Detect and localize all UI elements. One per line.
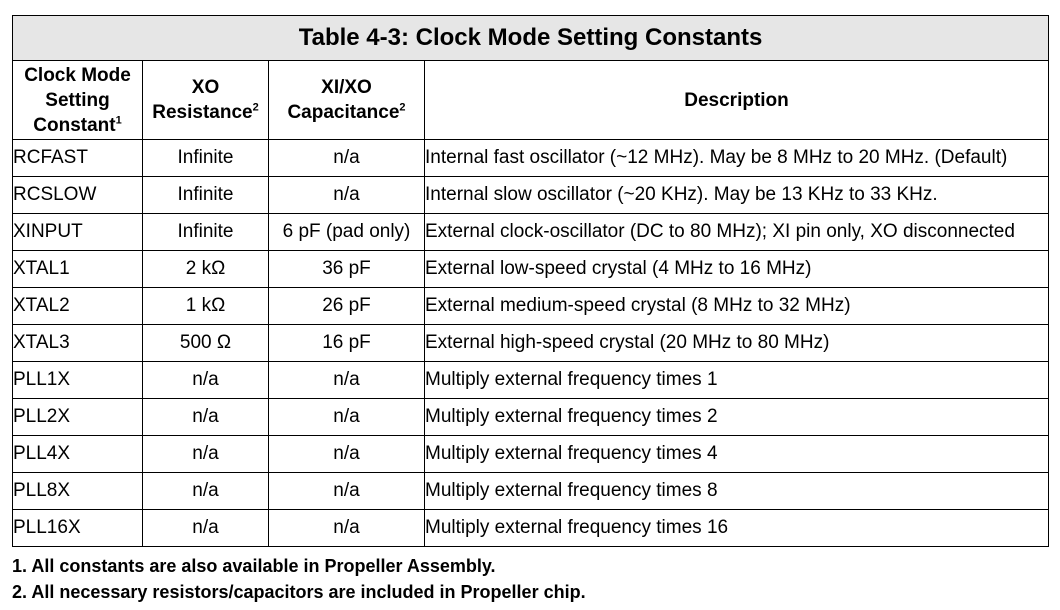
cell-constant: RCSLOW (13, 177, 143, 214)
cell-description: Multiply external frequency times 8 (425, 473, 1049, 510)
table-body (13, 140, 1049, 547)
table-row (13, 325, 1049, 362)
cell-constant: PLL2X (13, 399, 143, 436)
table-header-row (13, 61, 1049, 140)
cell-constant: PLL8X (13, 473, 143, 510)
cell-description: External high-speed crystal (20 MHz to 80 MHz) (425, 325, 1049, 362)
cell-description: Internal fast oscillator (~12 MHz). May be 8 MHz to 20 MHz. (Default) (425, 140, 1049, 177)
footnote-2: 2. All necessary resistors/capacitors are included in Propeller chip. (12, 582, 586, 602)
cell-resistance: n/a (143, 362, 269, 399)
table-row (13, 140, 1049, 177)
cell-description: Internal slow oscillator (~20 KHz). May be 13 KHz to 33 KHz. (425, 177, 1049, 214)
cell-resistance: n/a (143, 436, 269, 473)
cell-description: External low-speed crystal (4 MHz to 16 MHz) (425, 251, 1049, 288)
table-row (13, 362, 1049, 399)
table-title: Table 4-3: Clock Mode Setting Constants (13, 16, 1049, 61)
cell-capacitance: n/a (269, 510, 425, 547)
document-page (12, 15, 1048, 605)
cell-description: External clock-oscillator (DC to 80 MHz); XI pin only, XO disconnected (425, 214, 1049, 251)
cell-description: Multiply external frequency times 16 (425, 510, 1049, 547)
header-capacitance (269, 61, 425, 140)
footnotes (12, 553, 1048, 605)
cell-capacitance: n/a (269, 473, 425, 510)
table-row (13, 177, 1049, 214)
table-row (13, 473, 1049, 510)
header-constant-line-3: Constant (33, 114, 116, 136)
header-constant-line-2: Setting (45, 89, 110, 111)
cell-constant: PLL4X (13, 436, 143, 473)
cell-capacitance: n/a (269, 362, 425, 399)
footnote-marker: 2 (399, 101, 406, 114)
cell-capacitance: n/a (269, 140, 425, 177)
cell-resistance: Infinite (143, 214, 269, 251)
header-constant (13, 61, 143, 140)
cell-constant: RCFAST (13, 140, 143, 177)
cell-capacitance: n/a (269, 436, 425, 473)
cell-capacitance: 16 pF (269, 325, 425, 362)
table-row (13, 288, 1049, 325)
cell-constant: XTAL1 (13, 251, 143, 288)
cell-description: External medium-speed crystal (8 MHz to 32 MHz) (425, 288, 1049, 325)
cell-capacitance: n/a (269, 177, 425, 214)
cell-resistance: n/a (143, 473, 269, 510)
header-constant-line-1: Clock Mode (24, 64, 131, 86)
cell-description: Multiply external frequency times 4 (425, 436, 1049, 473)
cell-resistance: 1 kΩ (143, 288, 269, 325)
header-description: Description (425, 61, 1049, 140)
header-capacitance-line-2: Capacitance (287, 102, 400, 123)
table-row (13, 436, 1049, 473)
cell-resistance: n/a (143, 510, 269, 547)
table-row (13, 399, 1049, 436)
cell-resistance: 2 kΩ (143, 251, 269, 288)
cell-resistance: Infinite (143, 140, 269, 177)
table-row (13, 251, 1049, 288)
cell-resistance: 500 Ω (143, 325, 269, 362)
cell-capacitance: 6 pF (pad only) (269, 214, 425, 251)
footnote-marker: 1 (115, 114, 122, 127)
table-title-row (13, 16, 1049, 61)
cell-description: Multiply external frequency times 1 (425, 362, 1049, 399)
cell-constant: XTAL2 (13, 288, 143, 325)
footnote-marker: 2 (252, 101, 259, 114)
header-resistance-line-1: XO (191, 77, 220, 98)
cell-description: Multiply external frequency times 2 (425, 399, 1049, 436)
cell-constant: PLL16X (13, 510, 143, 547)
cell-constant: XTAL3 (13, 325, 143, 362)
cell-resistance: Infinite (143, 177, 269, 214)
cell-constant: PLL1X (13, 362, 143, 399)
cell-constant: XINPUT (13, 214, 143, 251)
table-row (13, 214, 1049, 251)
cell-resistance: n/a (143, 399, 269, 436)
clock-mode-table (12, 15, 1049, 547)
table-row (13, 510, 1049, 547)
header-capacitance-line-1: XI/XO (321, 77, 372, 98)
header-resistance-line-2: Resistance (152, 102, 253, 123)
footnote-1: 1. All constants are also available in Propeller Assembly. (12, 556, 496, 576)
cell-capacitance: n/a (269, 399, 425, 436)
cell-capacitance: 26 pF (269, 288, 425, 325)
cell-capacitance: 36 pF (269, 251, 425, 288)
header-resistance (143, 61, 269, 140)
